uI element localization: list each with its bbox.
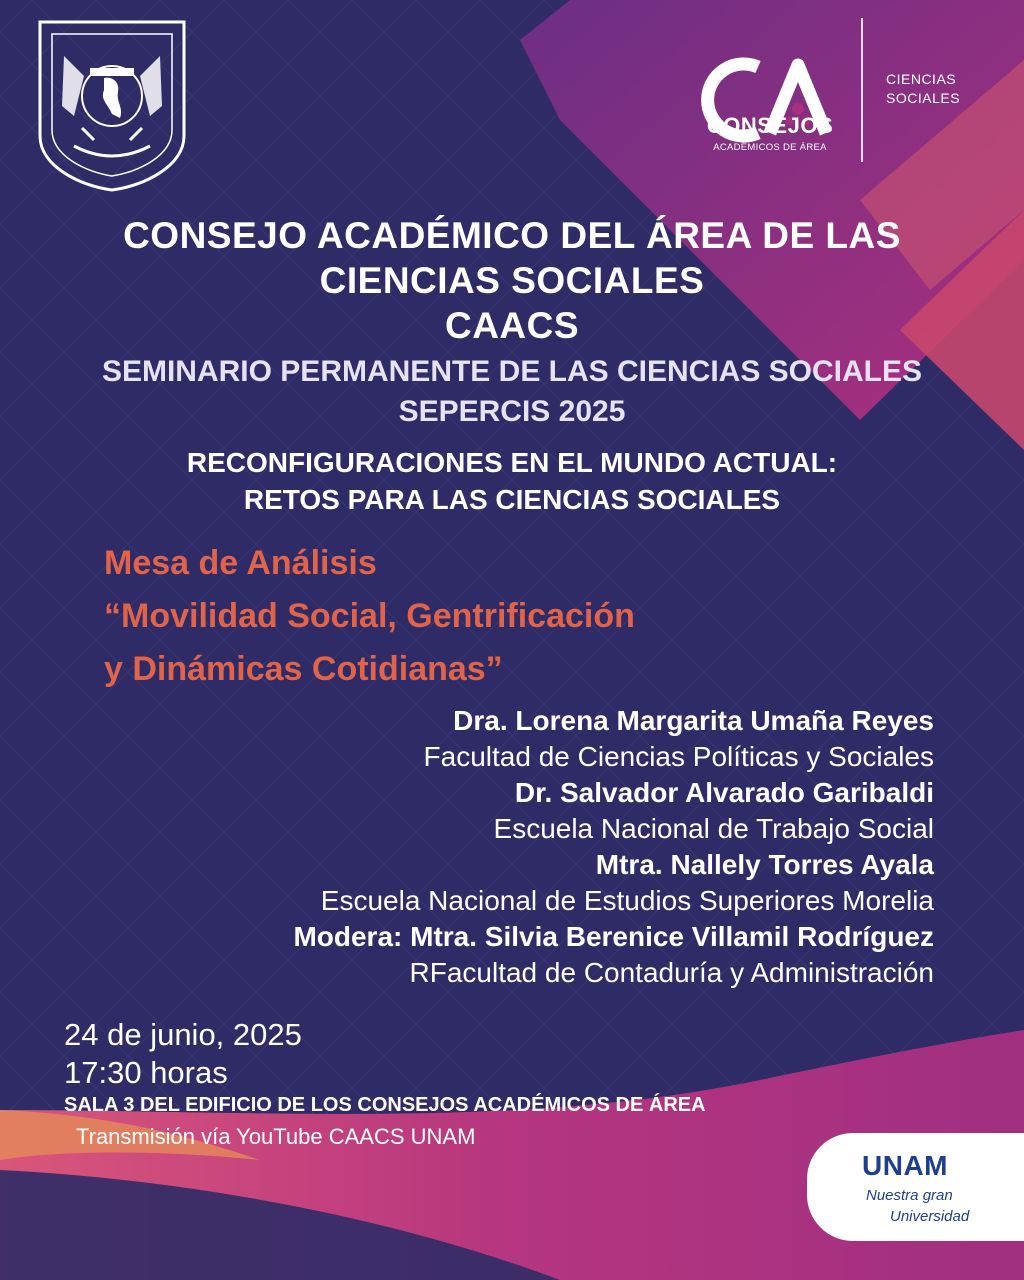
speakers-list [293,703,934,991]
unam-tagline-line2: Universidad [890,1208,970,1225]
council-title-line3: CAACS [444,305,580,346]
event-time: 17:30 horas [64,1055,228,1090]
consejos-wordmark: CONSEJOS [706,113,834,138]
mesa-title [104,537,635,696]
ca-consejos-logo [700,22,850,182]
event-venue: SALA 3 DEL EDIFICIO DE LOS CONSEJOS ACADÉMICOS DE ÁREA [64,1094,706,1116]
mesa-title-line2: “Movilidad Social, Gentrificación [104,597,635,635]
theme-title-line2: RETOS PARA LAS CIENCIAS SOCIALES [243,484,781,515]
event-datetime [64,1016,302,1092]
council-title-line2: CIENCIAS SOCIALES [319,260,705,301]
unam-wordmark: UNAM [862,1150,948,1181]
consejos-subtitle: ACADÉMICOS DE ÁREA [713,142,827,153]
council-title [0,213,1024,348]
area-label-line1: CIENCIAS [886,71,957,87]
seminar-title [0,352,1024,432]
event-stream: Transmisión vía YouTube CAACS UNAM [76,1124,476,1149]
event-date: 24 de junio, 2025 [64,1017,302,1052]
theme-title [0,444,1024,518]
speaker-affiliation: Facultad de Ciencias Políticas y Sociales [423,741,934,772]
speaker-name: Dr. Salvador Alvarado Garibaldi [514,777,934,808]
speaker-name: Mtra. Nallely Torres Ayala [595,849,934,880]
header-divider [861,18,863,162]
speaker-affiliation: Escuela Nacional de Trabajo Social [493,813,934,844]
mesa-title-line3: y Dinámicas Cotidianas” [104,650,503,688]
moderator-affiliation: RFacultad de Contaduría y Administración [409,957,934,988]
moderator-name: Modera: Mtra. Silvia Berenice Villamil Rodríguez [293,921,934,952]
theme-title-line1: RECONFIGURACIONES EN EL MUNDO ACTUAL: [186,447,838,478]
council-title-line1: CONSEJO ACADÉMICO DEL ÁREA DE LAS [123,215,901,256]
seminar-title-line1: SEMINARIO PERMANENTE DE LAS CIENCIAS SOCIALES [101,355,923,388]
mesa-title-line1: Mesa de Análisis [104,544,377,582]
unam-tagline-line1: Nuestra gran [866,1187,953,1204]
unam-escudo-logo [34,16,190,192]
speaker-name: Dra. Lorena Margarita Umaña Reyes [453,705,934,736]
area-label [886,70,960,108]
area-label-line2: SOCIALES [886,90,961,106]
speaker-affiliation: Escuela Nacional de Estudios Superiores Morelia [320,885,934,916]
seminar-title-line2: SEPERCIS 2025 [398,395,626,428]
